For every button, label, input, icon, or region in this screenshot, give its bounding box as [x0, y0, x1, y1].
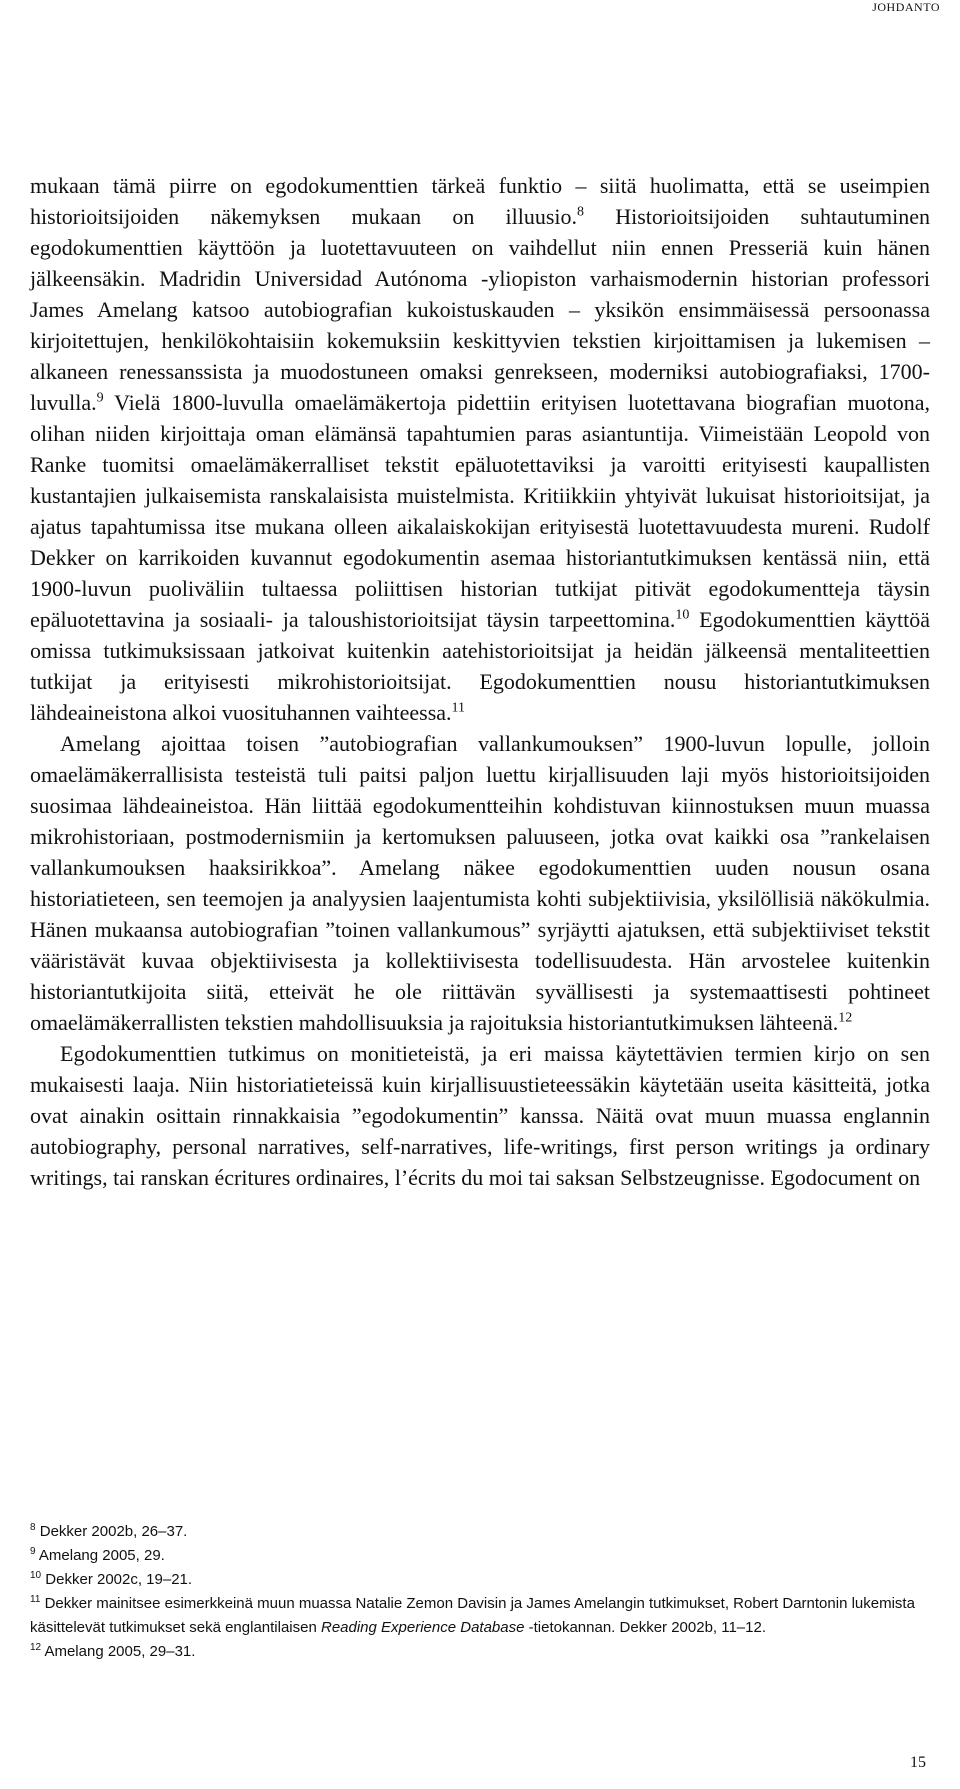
footnote-text: Dekker 2002b, 26–37.: [39, 1523, 188, 1540]
footnotes: [0, 1520, 960, 1664]
paragraph-text: Amelang ajoittaa toisen ”autobiografian vallankumouksen” 1900-luvun lopulle, jolloin omaelämäkerrallisista testeistä tuli paitsi paljon luettu kirjallisuuden laji myös historioitsijoiden suosimaa lähdeaineistoa. Hän liittää egodokumentteihin kohdistuvan kiinnostuksen muun muassa mikrohistoriaan, postmodernismiin ja kertomuksen paluuseen, jotka ovat kaikki osa ”rankelaisen vallankumouksen haaksirikkoa”. Amelang näkee egodokumenttien uuden nousun osana historiatieteen, sen teemojen ja analyysien laajentumista kohti subjektiivisia, yksilöllisiä näkökulmia. Hänen mukaansa autobiografian ”toinen vallankumous” syrjäytti ajatuksen, että subjektiiviset tekstit vääristävät kuvaa objektiivisesta ja kollektiivisesta todellisuudesta. Hän arvostelee kuitenkin historiantutkijoita siitä, etteivät he ole riittävän syvällisesti ja systemaattisesti pohtineet omaelämäkerrallisten tekstien mahdollisuuksia ja rajoituksia historiantutkimuksen lähteenä.: [30, 731, 930, 1035]
running-header: JOHDANTO: [872, 0, 940, 14]
footnote-reference: 10: [675, 607, 690, 623]
footnote-text: -tietokannan. Dekker 2002b, 11–12.: [524, 1619, 767, 1636]
paragraph-text: Egodokumenttien tutkimus on monitieteistä, ja eri maissa käytettävien termien kirjo on sen mukaisesti laaja. Niin historiatieteissä kuin kirjallisuustieteessäkin käytetään useita käsitteitä, jotka ovat ainakin osittain rinnakkaisia ”egodokumentin” kanssa. Näitä ovat muun muassa englannin autobiography, personal narratives, self-narratives, life-writings, first person writings ja ordinary writings, tai ranskan écritures ordinaires, l’écrits du moi tai saksan Selbstzeugnisse. Egodocument on: [30, 1041, 930, 1190]
body-text: [0, 170, 960, 1193]
footnote-reference: 12: [838, 1010, 853, 1026]
paragraph-text: Vielä 1800-luvulla omaelämäkertoja pidettiin erityisen luotettavana biografian muotona, olihan niiden kirjoittaja oman elämänsä tapahtumien paras asiantuntija. Viimeistään Leopold von Ranke tuomitsi omaelämäkerralliset tekstit epäluotettaviksi ja varoitti erityisesti kaupallisten kustantajien julkaisemista ranskalaisista muistelmista. Kritiikkiin yhtyivät lukuisat historioitsijat, ja ajatus tapahtumissa itse mukana olleen aikalaiskokijan erityisestä luotettavuudesta mureni. Rudolf Dekker on karrikoiden kuvannut egodokumentin asemaa historiantutkimuksen kentässä niin, että 1900-luvun puoliväliin tultaessa poliittisen historian tutkijat pitivät egodokumentteja täysin epäluotettavina ja sosiaali- ja taloushistorioitsijat täysin tarpeettomina.: [30, 390, 930, 632]
footnote-italic-title: Reading Experience Database: [320, 1619, 525, 1636]
footnote-text: Dekker mainitsee esimerkkeinä muun muassa Natalie Zemon Davisin ja James Amelangin tutkimukset, Robert Darntonin lukemista käsittelevät tutkimukset sekä englantilaisen: [30, 1595, 915, 1636]
body-paragraph: [30, 170, 930, 728]
footnote-number: 11: [30, 1594, 41, 1605]
paragraph-text: Historioitsijoiden suhtautuminen egodokumenttien käyttöön ja luotettavuuteen on vaihdellut niin ennen Presseriä kuin hänen jälkeensäkin. Madridin Universidad Autónoma -yliopiston varhaismodernin historian professori James Amelang katsoo autobiografian kukoistuskauden – yksikön ensimmäisessä persoonassa kirjoitettujen, henkilökohtaisiin kokemuksiin keskittyvien tekstien kirjoittamisen ja lukemisen – alkaneen renessanssista ja muodostuneen omaksi genrekseen, moderniksi autobiografiaksi, 1700-luvulla.: [30, 204, 930, 415]
footnote-item: [30, 1520, 930, 1544]
footnote-number: 10: [30, 1570, 42, 1581]
body-paragraph: [30, 728, 930, 1038]
footnote-number: 8: [30, 1522, 36, 1533]
page-number: 15: [910, 1754, 926, 1771]
footnote-item: [30, 1568, 930, 1592]
footnote-item: [30, 1592, 930, 1640]
footnote-item: [30, 1544, 930, 1568]
footnote-text: Dekker 2002c, 19–21.: [45, 1571, 193, 1588]
paragraph-text: mukaan tämä piirre on egodokumenttien tärkeä funktio – siitä huolimatta, että se useimpien historioitsijoiden näkemyksen mukaan on illuusio.: [30, 173, 930, 229]
footnote-text: Amelang 2005, 29–31.: [44, 1643, 196, 1660]
footnote-number: 12: [30, 1642, 42, 1653]
paragraph-text: Egodokumenttien käyttöä omissa tutkimuksissaan jatkoivat kuitenkin aatehistorioitsijat ja heidän jälkeensä mentaliteettien tutkijat ja erityisesti mikrohistorioitsijat. Egodokumenttien nousu historiantutkimuksen lähdeaineistona alkoi vuosituhannen vaihteessa.: [30, 607, 931, 725]
footnote-text: Amelang 2005, 29.: [38, 1547, 165, 1564]
footnote-reference: 9: [96, 390, 104, 406]
footnote-reference: 8: [577, 204, 585, 220]
body-paragraph: [30, 1038, 930, 1193]
footnote-item: [30, 1640, 930, 1664]
footnote-reference: 11: [451, 700, 466, 716]
footnote-number: 9: [30, 1546, 36, 1557]
